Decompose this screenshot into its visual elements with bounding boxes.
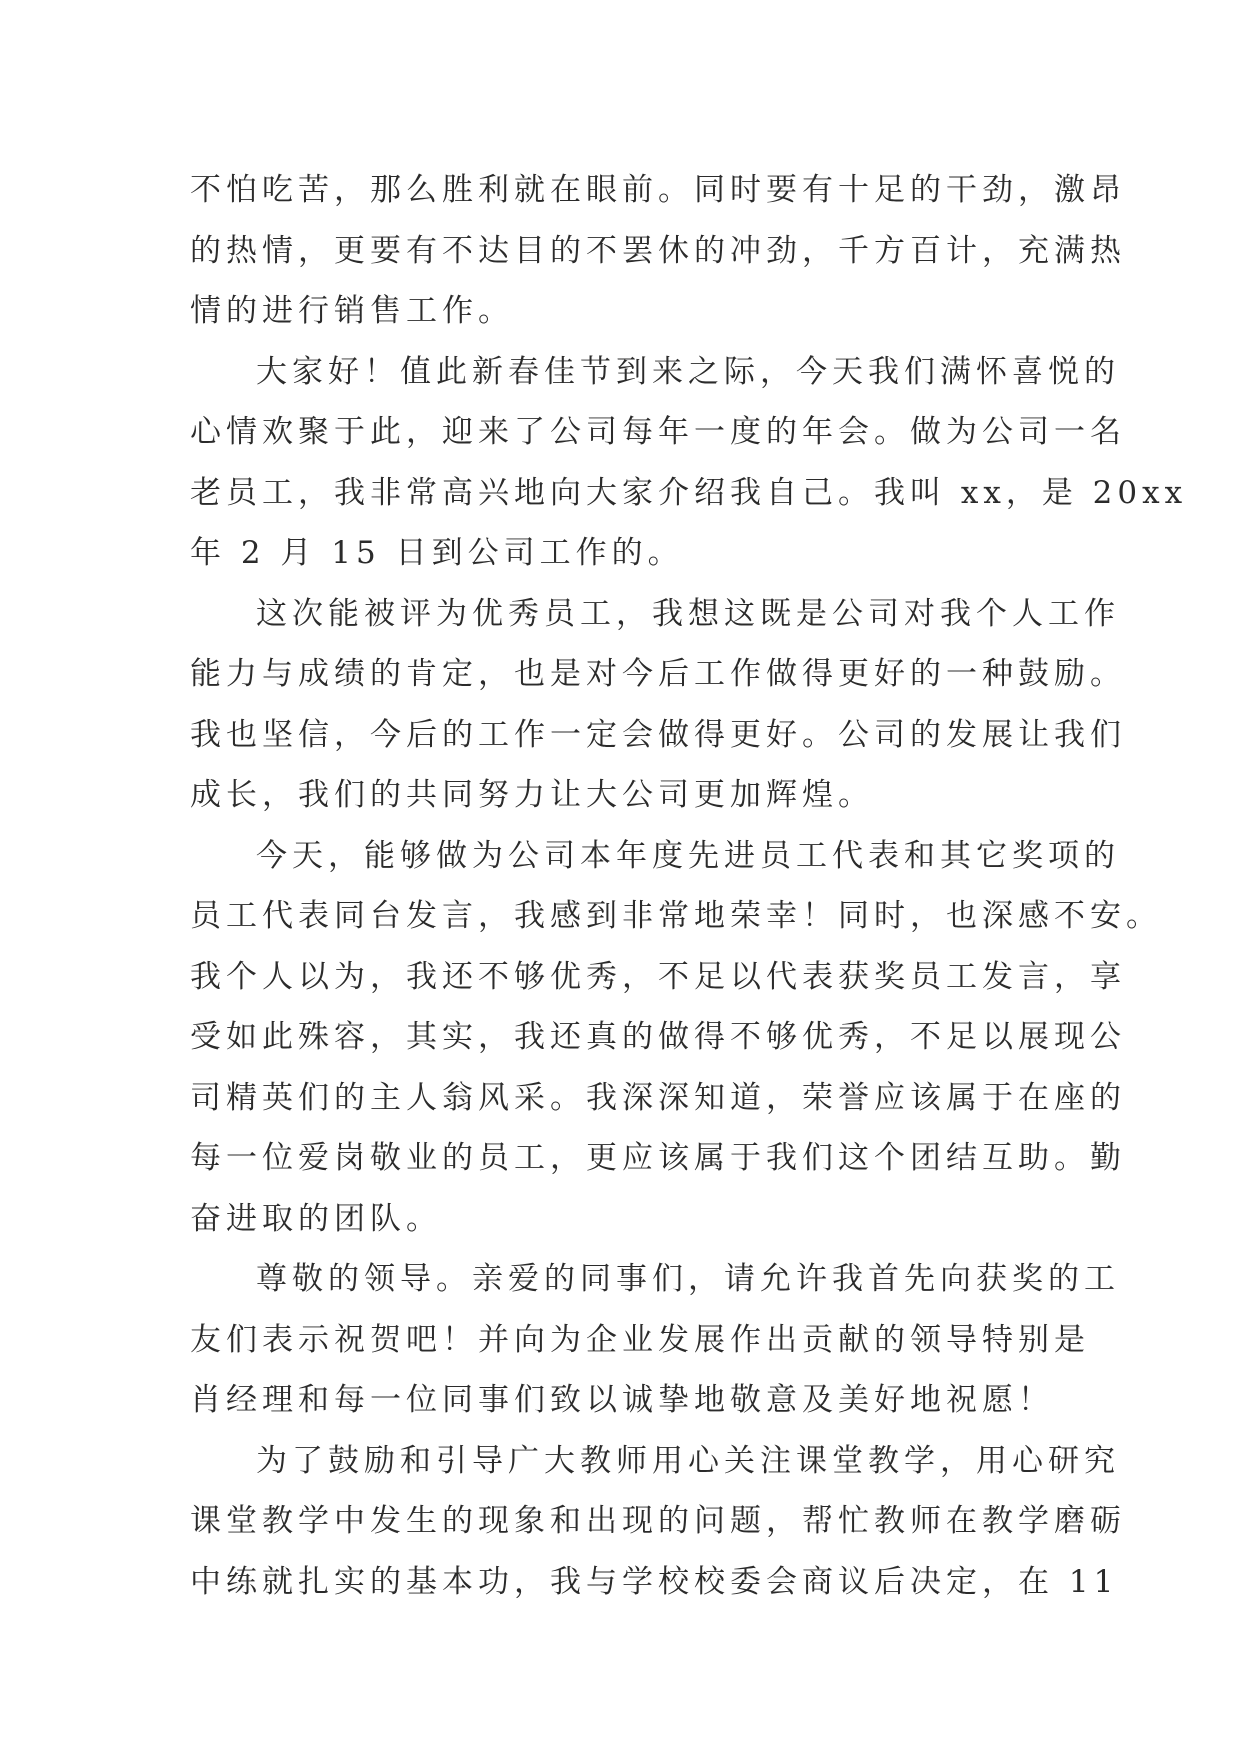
paragraph-line: 受如此殊容，其实，我还真的做得不够优秀，不足以展现公 bbox=[190, 1019, 1126, 1055]
paragraph-line: 大家好！值此新春佳节到来之际，今天我们满怀喜悦的 bbox=[256, 353, 1120, 390]
paragraph-line: 老员工，我非常高兴地向大家介绍我自己。我叫 xx，是 20xx bbox=[190, 474, 1188, 511]
paragraph-line: 能力与成绩的肯定，也是对今后工作做得更好的一种鼓励。 bbox=[190, 656, 1126, 692]
paragraph-line: 年 2 月 15 日到公司工作的。 bbox=[190, 535, 684, 571]
paragraph-line: 成长，我们的共同努力让大公司更加辉煌。 bbox=[190, 777, 874, 813]
paragraph-line: 我个人以为，我还不够优秀，不足以代表获奖员工发言，享 bbox=[190, 958, 1126, 995]
paragraph-line: 尊敬的领导。亲爱的同事们，请允许我首先向获奖的工 bbox=[256, 1261, 1120, 1297]
paragraph-line: 奋进取的团队。 bbox=[190, 1200, 442, 1237]
document-body bbox=[190, 160, 1188, 1612]
paragraph-line: 今天，能够做为公司本年度先进员工代表和其它奖项的 bbox=[256, 837, 1120, 874]
paragraph-line: 为了鼓励和引导广大教师用心关注课堂教学，用心研究 bbox=[256, 1442, 1120, 1479]
paragraph-line: 这次能被评为优秀员工，我想这既是公司对我个人工作 bbox=[256, 595, 1120, 632]
paragraph-line: 不怕吃苦，那么胜利就在眼前。同时要有十足的干劲，激昂 bbox=[190, 172, 1126, 208]
paragraph-line: 的热情，更要有不达目的不罢休的冲劲，千方百计，充满热 bbox=[190, 232, 1126, 269]
paragraph-line: 每一位爱岗敬业的员工，更应该属于我们这个团结互助。勤 bbox=[190, 1140, 1126, 1176]
paragraph-2 bbox=[190, 342, 1188, 584]
paragraph-line: 中练就扎实的基本功，我与学校校委会商议后决定，在 11 bbox=[190, 1563, 1119, 1600]
paragraph-5 bbox=[190, 1249, 1120, 1431]
paragraph-line: 我也坚信，今后的工作一定会做得更好。公司的发展让我们 bbox=[190, 716, 1126, 753]
paragraph-line: 心情欢聚于此，迎来了公司每年一度的年会。做为公司一名 bbox=[190, 414, 1126, 450]
paragraph-3 bbox=[190, 584, 1126, 826]
paragraph-6 bbox=[190, 1431, 1126, 1613]
paragraph-line: 情的进行销售工作。 bbox=[190, 293, 514, 329]
paragraph-4 bbox=[190, 826, 1162, 1250]
paragraph-line: 司精英们的主人翁风采。我深深知道，荣誉应该属于在座的 bbox=[190, 1079, 1126, 1116]
paragraph-line: 课堂教学中发生的现象和出现的问题，帮忙教师在教学磨砺 bbox=[190, 1503, 1126, 1539]
paragraph-line: 肖经理和每一位同事们致以诚挚地敬意及美好地祝愿！ bbox=[190, 1382, 1054, 1418]
paragraph-line: 友们表示祝贺吧！并向为企业发展作出贡献的领导特别是 bbox=[190, 1321, 1090, 1358]
paragraph-line: 员工代表同台发言，我感到非常地荣幸！同时，也深感不安。 bbox=[190, 898, 1162, 934]
paragraph-1 bbox=[190, 160, 1126, 342]
